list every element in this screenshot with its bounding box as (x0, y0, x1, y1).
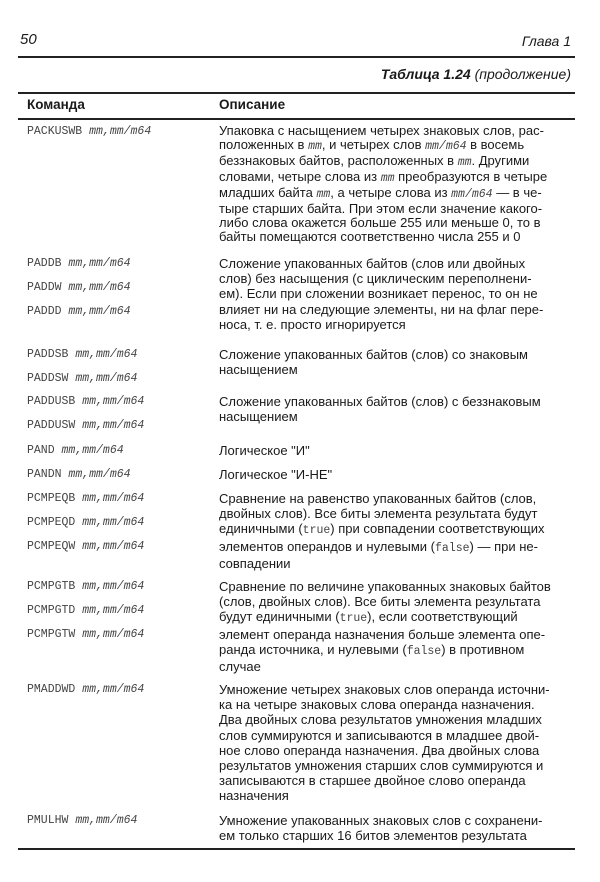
description-cell (219, 347, 528, 377)
command (27, 256, 131, 280)
description-line: слов суммируются и записываются в младшее двой- (219, 727, 540, 743)
command (27, 579, 144, 603)
command (27, 515, 144, 539)
description-line: Логическое "И-НЕ" (219, 467, 333, 482)
command-mnemonic: PADDSW (27, 372, 69, 385)
command-mnemonic: PADDD (27, 305, 62, 318)
command-cell (27, 347, 137, 395)
literal-code: true (302, 524, 331, 538)
description-cell (219, 813, 542, 843)
command-operands: mm,mm/m64 (82, 604, 145, 617)
command-operands: mm,mm/m64 (68, 257, 131, 270)
command-operands: mm,mm/m64 (82, 395, 145, 408)
command (27, 371, 137, 395)
command-mnemonic: PADDW (27, 281, 62, 294)
description-line: записываются в старшее двойное слово операнда (219, 773, 526, 789)
description-line: будут единичными (true), если соответствующий (219, 609, 518, 626)
description-line: назначения (219, 788, 289, 804)
operand-code: mm/m64 (425, 140, 467, 153)
command-operands: mm,mm/m64 (82, 580, 145, 593)
description-line: Упаковка с насыщением четырех знаковых слов, рас- (219, 123, 544, 138)
description-line: беззнаковых байтов, расположенных в mm. Другими (219, 153, 530, 169)
page-number: 50 (20, 31, 37, 48)
command (27, 304, 131, 328)
command-cell (27, 124, 151, 148)
column-header-command: Команда (27, 97, 85, 112)
command-mnemonic: PANDN (27, 468, 62, 481)
command (27, 418, 144, 442)
literal-code: true (339, 612, 368, 626)
command-mnemonic: PCMPEQW (27, 540, 76, 553)
operand-code: mm (308, 140, 322, 153)
command (27, 443, 124, 467)
command-cell (27, 682, 144, 706)
command-mnemonic: PCMPEQB (27, 492, 76, 505)
description-line: положенных в mm, и четырех слов mm/m64 в восемь (219, 137, 525, 153)
description-line: ем). Если при сложении возникает перенос, то он не (219, 286, 538, 302)
description-line: насыщением (219, 362, 298, 378)
description-line: совпадении (219, 555, 291, 571)
description-line: (слов, двойных слов). Все биты элемента результата (219, 594, 541, 610)
description-line: единичными (true) при совпадении соответствующих (219, 521, 545, 538)
command-mnemonic: PADDSB (27, 348, 69, 361)
description-line: случае (219, 659, 261, 675)
command (27, 347, 137, 371)
description-line: элемент операнда назначения больше элемента опе- (219, 626, 546, 642)
command-operands: mm,mm/m64 (82, 492, 145, 505)
description-cell (219, 256, 543, 332)
description-line: ем только старших 16 битов элементов результата (219, 828, 527, 844)
description-line: Сравнение по величине упакованных знаковых байтов (219, 579, 551, 594)
command (27, 394, 144, 418)
description-cell (219, 467, 332, 482)
command-operands: mm,mm/m64 (75, 814, 138, 827)
command-operands: mm,mm/m64 (61, 444, 124, 457)
description-cell (219, 579, 551, 674)
command-cell (27, 394, 144, 442)
command (27, 813, 137, 837)
table-top-rule (18, 92, 575, 94)
command-mnemonic: PCMPGTW (27, 628, 76, 641)
literal-code: false (435, 541, 470, 555)
description-line: Сложение упакованных байтов (слов) со знаковым (219, 347, 528, 362)
description-line: результатов умножения старших слов суммируются и (219, 758, 544, 774)
literal-code: false (406, 644, 442, 658)
command-cell (27, 813, 137, 837)
command (27, 280, 131, 304)
command (27, 627, 144, 651)
command (27, 682, 144, 706)
description-line: либо слова окажется больше 255 или меньше 0, то в (219, 215, 541, 230)
command-mnemonic: PADDUSB (27, 395, 76, 408)
description-line: Сложение упакованных байтов (слов или двойных (219, 256, 526, 271)
description-line: ранда источника, и нулевыми (false) в противном (219, 641, 525, 658)
column-header-description: Описание (219, 97, 286, 112)
command-operands: mm,mm/m64 (89, 125, 152, 138)
header-rule (18, 56, 575, 58)
command-operands: mm,mm/m64 (82, 516, 145, 529)
description-cell (219, 443, 310, 458)
description-cell (219, 124, 547, 244)
operand-code: mm/m64 (451, 188, 493, 201)
table-continuation-note: (продолжение) (474, 66, 571, 82)
description-line: Сложение упакованных байтов (слов) с беззнаковым (219, 394, 541, 409)
operand-code: mm (316, 188, 331, 201)
command-mnemonic: PAND (27, 444, 55, 457)
command-mnemonic: PCMPEQD (27, 516, 76, 529)
table-caption (381, 66, 571, 82)
command-operands: mm,mm/m64 (82, 683, 145, 696)
description-line: слов) без насыщения (с циклическим переполнени- (219, 271, 532, 287)
command-mnemonic: PADDUSW (27, 419, 76, 432)
command-cell (27, 467, 131, 491)
command-operands: mm,mm/m64 (68, 281, 131, 294)
description-cell (219, 682, 550, 804)
command (27, 124, 151, 148)
command-operands: mm,mm/m64 (75, 372, 138, 385)
command (27, 539, 144, 563)
description-line: носа, т. е. просто игнорируется (219, 316, 406, 332)
command-mnemonic: PCMPGTD (27, 604, 76, 617)
description-cell (219, 394, 541, 424)
chapter-title: Глава 1 (521, 33, 571, 49)
table-number: Таблица 1.24 (380, 66, 471, 82)
table-header-rule (18, 118, 575, 120)
description-line: Логическое "И" (219, 443, 310, 458)
command-mnemonic: PACKUSWB (27, 125, 83, 138)
description-line: Умножение четырех знаковых слов операнда источни- (219, 682, 550, 697)
operand-code: mm (457, 156, 472, 169)
description-line: ное слово операнда назначения. Два двойных слова (219, 742, 540, 758)
table-bottom-rule (18, 848, 575, 850)
command-operands: mm,mm/m64 (75, 348, 138, 361)
description-line: влияет ни на следующие элементы, ни на флаг пере- (219, 301, 544, 317)
command-operands: mm,mm/m64 (82, 540, 145, 553)
command-mnemonic: PMULHW (27, 814, 69, 827)
description-line: двойных слов). Все биты элемента результата будут (219, 506, 538, 522)
description-line: насыщением (219, 409, 298, 425)
command (27, 491, 144, 515)
command-cell (27, 443, 124, 467)
command-cell (27, 491, 144, 563)
command-operands: mm,mm/m64 (82, 628, 145, 641)
description-line: Два двойных слова результатов умножения младших (219, 712, 542, 728)
description-line: Умножение упакованных знаковых слов с сохранени- (219, 813, 543, 828)
description-line: словами, четыре слова из mm преобразуются в четыре (219, 169, 548, 185)
command-mnemonic: PCMPGTB (27, 580, 76, 593)
command-mnemonic: PMADDWD (27, 683, 76, 696)
command-operands: mm,mm/m64 (82, 419, 145, 432)
command-cell (27, 579, 144, 651)
description-line: элементов операндов и нулевыми (false) — при не- (219, 538, 538, 555)
command (27, 603, 144, 627)
command-cell (27, 256, 131, 328)
operand-code: mm (380, 172, 395, 185)
command-operands: mm,mm/m64 (68, 305, 131, 318)
description-line: ка на четыре знаковых слова операнда назначения. (219, 697, 535, 713)
description-cell (219, 491, 544, 571)
description-line: тыре старших байта. При этом если значение какого- (219, 201, 543, 216)
description-line: байты помещаются соответственно числа 255 и 0 (219, 229, 521, 244)
description-line: младших байта mm, а четыре слова из mm/m64 — в че- (219, 185, 542, 201)
command-mnemonic: PADDB (27, 257, 62, 270)
command (27, 467, 131, 491)
description-line: Сравнение на равенство упакованных байтов (слов, (219, 491, 537, 506)
command-operands: mm,mm/m64 (68, 468, 131, 481)
